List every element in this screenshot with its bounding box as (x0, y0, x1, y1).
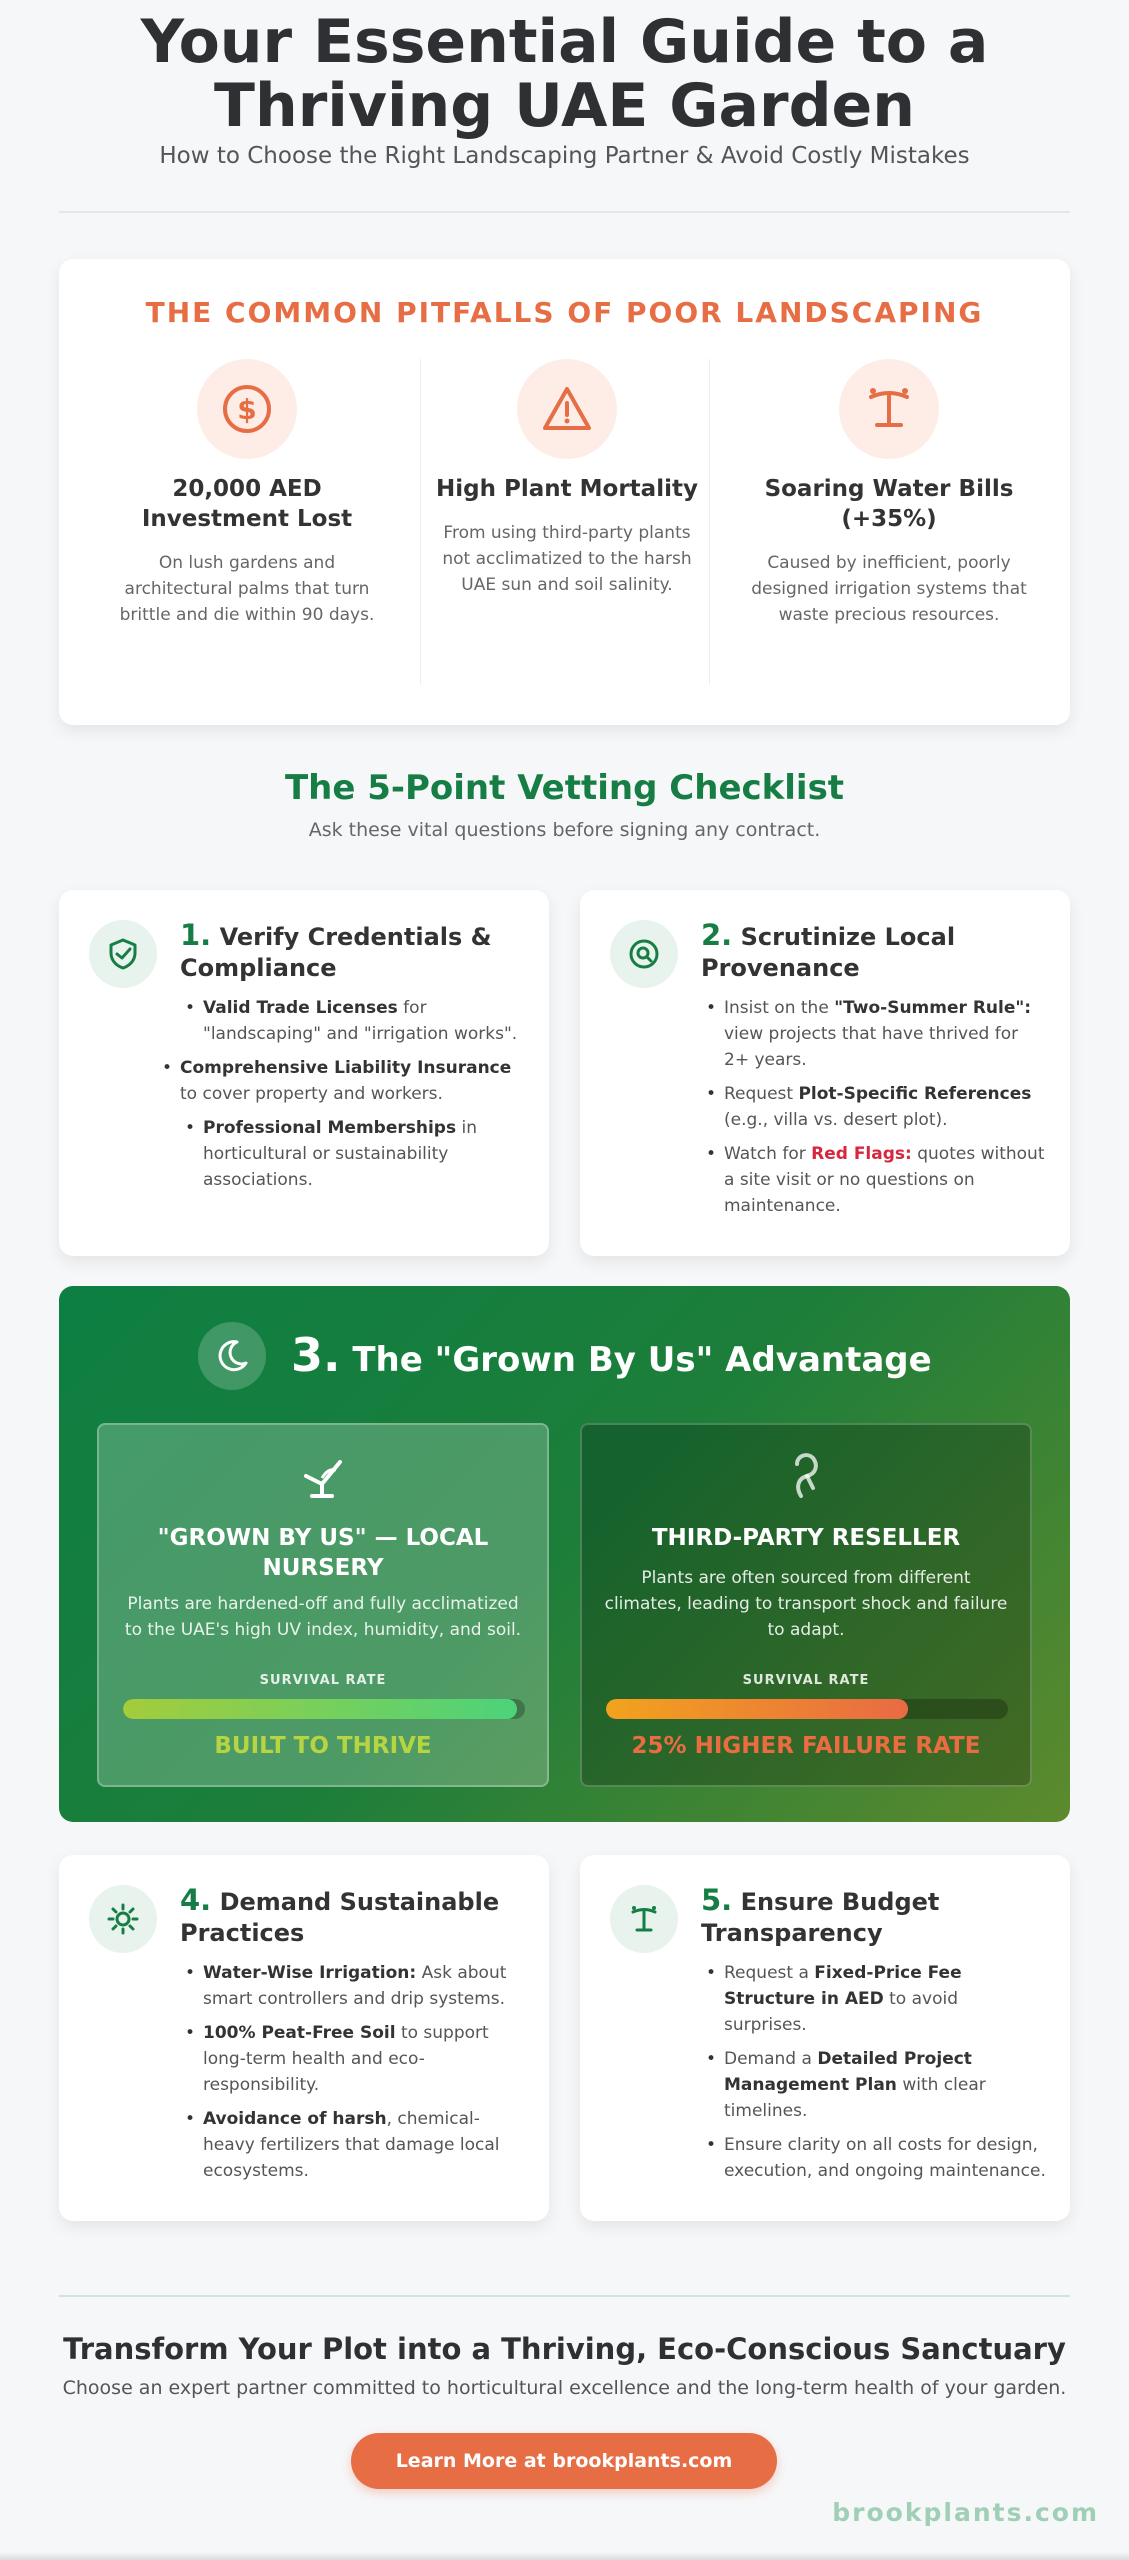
step-heading (180, 1885, 525, 1949)
bullet-emphasis: Plot-Specific References (798, 1084, 1032, 1104)
survival-rate-label: SURVIVAL RATE (742, 1673, 870, 1688)
pitfall-heading: Soaring Water Bills (+35%) (764, 476, 1014, 532)
brand-watermark: brookplants.com (832, 2498, 1099, 2527)
footer-divider (59, 2295, 1070, 2297)
bullet-emphasis: Detailed Project Management Plan (724, 2049, 972, 2095)
step-title: Scrutinize Local Provenance (701, 923, 956, 982)
pitfall-body: Caused by inefficient, poorly designed irrigation systems that waste precious resources. (751, 553, 1027, 625)
page-subtitle: How to Choose the Right Landscaping Partner & Avoid Costly Mistakes (159, 143, 970, 169)
step-number: 2. (701, 918, 733, 952)
step-number: 1. (180, 918, 212, 952)
pitfall-item (97, 359, 397, 628)
panel-verdict: 25% HIGHER FAILURE RATE (631, 1733, 981, 1759)
step-title: Demand Sustainable Practices (180, 1888, 500, 1947)
bullet-text: view projects that have thrived for 2+ years. (724, 1024, 1019, 1070)
panel-body: Plants are hardened-off and fully acclimatized to the UAE's high UV index, humidity, and soil. (124, 1594, 522, 1640)
moon-icon (198, 1322, 266, 1390)
bullet-emphasis: Fixed-Price Fee Structure in AED (724, 1963, 962, 2009)
list-item (701, 995, 1046, 1073)
bullet-text: for "landscaping" and "irrigation works". (203, 998, 518, 1044)
pitfalls-title: THE COMMON PITFALLS OF POOR LANDSCAPING (145, 296, 984, 329)
bullet-emphasis: Avoidance of harsh (203, 2109, 387, 2129)
step-title: Ensure Budget Transparency (701, 1888, 940, 1947)
panel-body: Plants are often sourced from different climates, leading to transport shock and failure to adapt. (604, 1568, 1008, 1640)
list-item (180, 2020, 525, 2098)
bullet-text: Demand a (724, 2049, 818, 2069)
learn-more-button[interactable]: Learn More at brookplants.com (351, 2433, 777, 2489)
local-nursery-panel (97, 1423, 549, 1787)
grown-by-us-section (59, 1286, 1070, 1822)
bullet-emphasis: "Two-Summer Rule": (834, 998, 1032, 1018)
bullet-text: to cover property and workers. (180, 1084, 443, 1104)
step-number: 5. (701, 1883, 733, 1917)
red-flag-label: Red Flags: (811, 1144, 912, 1164)
step-number: 4. (180, 1883, 212, 1917)
list-item (701, 1141, 1046, 1219)
survival-rate-fill (123, 1699, 517, 1719)
bullet-text: Ensure clarity on all costs for design, execution, and ongoing maintenance. (724, 2135, 1046, 2181)
survival-rate-bar (123, 1699, 525, 1719)
step-bullets (701, 1960, 1046, 2192)
panel-verdict: BUILT TO THRIVE (214, 1733, 432, 1759)
survival-rate-fill (606, 1699, 908, 1719)
bullet-text: in horticultural or sustainability associations. (203, 1118, 477, 1190)
list-item (180, 1115, 525, 1193)
bullet-text: to support long-term health and eco-responsibility. (203, 2023, 489, 2095)
sprinkler-icon (839, 359, 939, 459)
footer-title: Transform Your Plot into a Thriving, Eco-Conscious Sanctuary (63, 2332, 1066, 2366)
panel-heading: THIRD-PARTY RESELLER (651, 1525, 961, 1551)
step-heading (701, 920, 1046, 984)
sun-icon (89, 1885, 157, 1953)
bullet-emphasis: 100% Peat-Free Soil (203, 2023, 396, 2043)
panel-heading: "GROWN BY US" — LOCAL NURSERY (157, 1525, 489, 1581)
step-heading (701, 1885, 1046, 1949)
bullet-text: Insist on the (724, 998, 835, 1018)
pitfall-item (739, 359, 1039, 628)
seedling-icon (99, 1448, 547, 1502)
pitfall-heading: 20,000 AED Investment Lost (141, 476, 353, 532)
bullet-text: Ask about smart controllers and drip systems. (203, 1963, 507, 2009)
bullet-emphasis: Valid Trade Licenses (203, 998, 398, 1018)
checklist-title: The 5-Point Vetting Checklist (284, 768, 845, 808)
pitfalls-card (59, 259, 1070, 725)
pitfall-heading: High Plant Mortality (436, 476, 698, 502)
svg-text:$: $ (237, 393, 257, 426)
wilted-plant-icon (582, 1448, 1030, 1502)
step-bullets (180, 995, 525, 1201)
step-card-4 (59, 1855, 549, 2221)
page-title-line2: Thriving UAE Garden (214, 71, 915, 141)
step-number: 3. (291, 1328, 341, 1382)
bullet-text: with clear timelines. (724, 2075, 986, 2121)
bullet-text: , chemical-heavy fertilizers that damage local ecosystems. (203, 2109, 500, 2181)
step-card-5 (580, 1855, 1070, 2221)
bullet-text: quotes without a site visit or no questions on maintenance. (724, 1144, 1045, 1216)
pitfall-body: From using third-party plants not acclimatized to the harsh UAE sun and soil salinity. (442, 523, 692, 595)
bullet-text: Watch for (724, 1144, 812, 1164)
magnifier-icon (610, 920, 678, 988)
checklist-subtitle: Ask these vital questions before signing any contract. (308, 819, 821, 841)
footer-subtitle: Choose an expert partner committed to horticultural excellence and the long-term health of your garden. (62, 2377, 1067, 2399)
step-card-2 (580, 890, 1070, 1256)
pitfall-item (417, 359, 717, 598)
header-divider (59, 211, 1070, 213)
shield-leaf-icon (89, 920, 157, 988)
survival-rate-bar (606, 1699, 1008, 1719)
list-item (701, 1960, 1046, 2038)
bullet-emphasis: Professional Memberships (203, 1118, 457, 1138)
list-item (701, 1081, 1046, 1133)
list-item (180, 1055, 525, 1107)
bullet-text: Request a (724, 1963, 815, 1983)
step-bullets (180, 1960, 525, 2192)
list-item (180, 2106, 525, 2184)
page-bottom-edge (0, 2552, 1129, 2560)
third-party-reseller-panel (580, 1423, 1032, 1787)
step-card-1 (59, 890, 549, 1256)
page-title (0, 7, 1129, 141)
bullet-emphasis: Water-Wise Irrigation: (203, 1963, 417, 1983)
step-title: Verify Credentials & Compliance (180, 923, 492, 982)
bullet-emphasis: Comprehensive Liability Insurance (180, 1058, 512, 1078)
page-title-line1: Your Essential Guide to a (140, 7, 989, 77)
sprinkler-icon (610, 1885, 678, 1953)
list-item (701, 2132, 1046, 2184)
bullet-text: Request (724, 1084, 799, 1104)
list-item (701, 2046, 1046, 2124)
list-item (180, 1960, 525, 2012)
step-heading (180, 920, 525, 984)
dollar-coin-icon (197, 359, 297, 459)
warning-triangle-icon (517, 359, 617, 459)
pitfall-body: On lush gardens and architectural palms that turn brittle and die within 90 days. (119, 553, 375, 625)
bullet-text: to avoid surprises. (724, 1989, 959, 2035)
advantage-title (291, 1328, 932, 1382)
survival-rate-label: SURVIVAL RATE (259, 1673, 387, 1688)
bullet-text: (e.g., villa vs. desert plot). (724, 1110, 948, 1130)
step-bullets (701, 995, 1046, 1227)
step-title: The "Grown By Us" Advantage (352, 1340, 932, 1380)
list-item (180, 995, 525, 1047)
